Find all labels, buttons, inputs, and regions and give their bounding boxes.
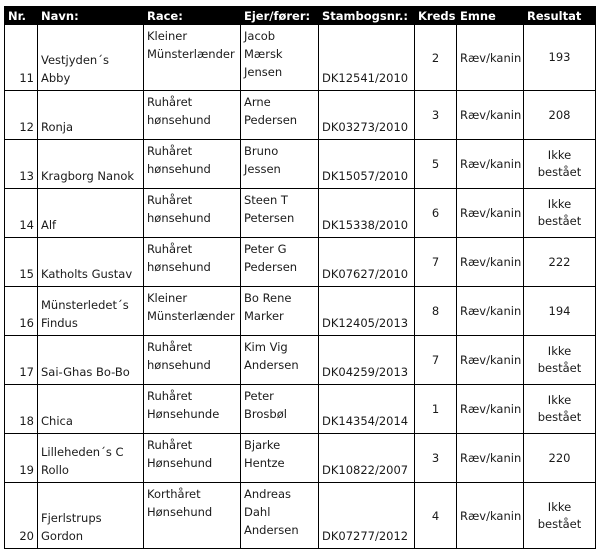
cell-race-line: Kleiner: [147, 29, 188, 43]
cell-race-line: Hønsehunde: [147, 407, 220, 421]
cell-ejer-line: Kim Vig: [244, 340, 288, 354]
table-row: [5, 385, 596, 434]
cell-navn: [38, 483, 144, 549]
cell-resultat-line: bestået: [537, 165, 582, 179]
cell-ejer-line: Bjarke: [244, 438, 281, 452]
header-race: Race:: [144, 7, 241, 25]
cell-emne: Ræv/kanin: [457, 189, 524, 238]
cell-emne: Ræv/kanin: [457, 385, 524, 434]
cell-navn-line: Alf: [41, 218, 57, 232]
cell-ejer: [241, 189, 319, 238]
cell-resultat: [524, 483, 596, 549]
header-emne: Emne: [457, 7, 524, 25]
cell-ejer-line: Jessen: [244, 162, 281, 176]
cell-ejer-line: Brosbøl: [244, 407, 287, 421]
cell-navn-line: Abby: [41, 71, 71, 85]
cell-stambog: DK15338/2010: [319, 189, 415, 238]
cell-race: [144, 189, 241, 238]
cell-race: [144, 91, 241, 140]
cell-navn: [38, 140, 144, 189]
table-row: [5, 336, 596, 385]
cell-ejer-line: Andersen: [244, 358, 299, 372]
header-nr: Nr.: [5, 7, 38, 25]
cell-ejer: [241, 385, 319, 434]
cell-navn-line: Lilleheden´s C: [41, 445, 124, 459]
cell-resultat: [524, 140, 596, 189]
cell-stambog: DK03273/2010: [319, 91, 415, 140]
cell-race-line: Korthåret: [147, 487, 201, 501]
cell-resultat-line: bestået: [537, 410, 582, 424]
cell-kreds: 5: [415, 140, 457, 189]
cell-race-line: Ruhåret: [147, 144, 193, 158]
cell-navn: [38, 385, 144, 434]
cell-stambog: DK07277/2012: [319, 483, 415, 549]
cell-kreds: 7: [415, 336, 457, 385]
cell-ejer-line: Jensen: [244, 65, 283, 79]
table-row: [5, 483, 596, 549]
cell-resultat-line: Ikke: [547, 148, 572, 162]
header-navn: Navn:: [38, 7, 144, 25]
cell-resultat-line: bestået: [537, 214, 582, 228]
table-row: [5, 434, 596, 483]
cell-resultat-line: Ikke: [547, 344, 572, 358]
cell-ejer: [241, 238, 319, 287]
cell-navn-line: Vestjyden´s: [41, 53, 109, 67]
cell-resultat: [524, 385, 596, 434]
cell-ejer-line: Dahl: [244, 505, 271, 519]
cell-resultat: [524, 91, 596, 140]
cell-resultat: [524, 336, 596, 385]
cell-resultat: [524, 434, 596, 483]
cell-resultat: [524, 189, 596, 238]
cell-ejer-line: Andreas: [244, 487, 292, 501]
cell-race-line: hønsehund: [147, 162, 211, 176]
header-stambog: Stambogsnr.:: [319, 7, 415, 25]
cell-race: [144, 25, 241, 91]
cell-race-line: Ruhåret: [147, 438, 193, 452]
cell-kreds: 3: [415, 91, 457, 140]
cell-nr: 19: [5, 434, 38, 483]
cell-race: [144, 238, 241, 287]
table-row: [5, 140, 596, 189]
cell-emne: Ræv/kanin: [457, 238, 524, 287]
cell-resultat-line: 222: [548, 254, 571, 269]
header-ejer: Ejer/fører:: [241, 7, 319, 25]
cell-race-line: Münsterlænder: [147, 47, 235, 61]
cell-kreds: 7: [415, 238, 457, 287]
cell-race-line: hønsehund: [147, 113, 211, 127]
cell-emne: Ræv/kanin: [457, 91, 524, 140]
table-row: [5, 287, 596, 336]
cell-nr: 11: [5, 25, 38, 91]
cell-kreds: 3: [415, 434, 457, 483]
cell-emne: Ræv/kanin: [457, 287, 524, 336]
cell-resultat-line: Ikke: [547, 197, 572, 211]
cell-nr: 14: [5, 189, 38, 238]
cell-resultat: [524, 287, 596, 336]
cell-nr: 20: [5, 483, 38, 549]
header-resultat: Resultat: [524, 7, 596, 25]
cell-emne: Ræv/kanin: [457, 336, 524, 385]
cell-navn-line: Katholts Gustav: [41, 267, 133, 281]
cell-emne: Ræv/kanin: [457, 140, 524, 189]
cell-kreds: 2: [415, 25, 457, 91]
cell-race-line: Kleiner: [147, 291, 188, 305]
cell-ejer: [241, 483, 319, 549]
cell-ejer-line: Andersen: [244, 523, 299, 537]
cell-ejer: [241, 91, 319, 140]
cell-race-line: Ruhåret: [147, 95, 193, 109]
cell-kreds: 1: [415, 385, 457, 434]
cell-emne: Ræv/kanin: [457, 434, 524, 483]
cell-nr: 16: [5, 287, 38, 336]
cell-race-line: Ruhåret: [147, 242, 193, 256]
cell-race-line: hønsehund: [147, 260, 211, 274]
results-table: [4, 6, 596, 549]
cell-race: [144, 140, 241, 189]
cell-stambog: DK12405/2013: [319, 287, 415, 336]
cell-navn-line: Kragborg Nanok: [41, 169, 135, 183]
cell-nr: 17: [5, 336, 38, 385]
cell-ejer-line: Pedersen: [244, 113, 298, 127]
cell-navn-line: Findus: [41, 316, 78, 330]
cell-race-line: Ruhåret: [147, 340, 193, 354]
cell-race-line: Ruhåret: [147, 389, 193, 403]
cell-nr: 12: [5, 91, 38, 140]
cell-ejer-line: Arne: [244, 95, 271, 109]
cell-ejer: [241, 336, 319, 385]
cell-ejer: [241, 25, 319, 91]
cell-kreds: 8: [415, 287, 457, 336]
cell-resultat-line: Ikke: [547, 393, 572, 407]
cell-ejer: [241, 287, 319, 336]
cell-emne: Ræv/kanin: [457, 483, 524, 549]
cell-stambog: DK15057/2010: [319, 140, 415, 189]
cell-resultat-line: 193: [548, 50, 571, 64]
cell-nr: 18: [5, 385, 38, 434]
cell-race-line: Ruhåret: [147, 193, 193, 207]
cell-stambog: DK07627/2010: [319, 238, 415, 287]
cell-navn: [38, 25, 144, 91]
cell-navn-line: Rollo: [41, 463, 69, 477]
table-row: [5, 25, 596, 91]
header-row: [5, 7, 596, 25]
cell-resultat-line: 208: [548, 107, 571, 122]
cell-nr: 15: [5, 238, 38, 287]
cell-stambog: DK12541/2010: [319, 25, 415, 91]
table-row: [5, 238, 596, 287]
cell-race-line: hønsehund: [147, 358, 211, 372]
cell-race: [144, 385, 241, 434]
cell-ejer-line: Petersen: [244, 211, 295, 225]
cell-race-line: Hønsehund: [147, 505, 213, 519]
cell-nr: 13: [5, 140, 38, 189]
cell-ejer: [241, 434, 319, 483]
cell-resultat-line: 194: [548, 303, 571, 318]
cell-emne: Ræv/kanin: [457, 25, 524, 91]
cell-ejer-line: Hentze: [244, 456, 285, 470]
cell-ejer: [241, 140, 319, 189]
cell-kreds: 4: [415, 483, 457, 549]
cell-resultat-line: Ikke: [547, 499, 572, 514]
cell-navn: [38, 91, 144, 140]
cell-navn-line: Gordon: [41, 529, 84, 543]
cell-stambog: DK14354/2014: [319, 385, 415, 434]
cell-navn-line: Sai-Ghas Bo-Bo: [41, 365, 130, 379]
cell-ejer-line: Bo Rene: [244, 291, 292, 305]
cell-race: [144, 483, 241, 549]
cell-ejer-line: Mærsk: [244, 47, 283, 61]
cell-navn: [38, 189, 144, 238]
cell-ejer-line: Peter G: [244, 242, 287, 256]
cell-race-line: hønsehund: [147, 211, 211, 225]
cell-race: [144, 434, 241, 483]
cell-ejer-line: Bruno: [244, 144, 279, 158]
cell-resultat: [524, 25, 596, 91]
cell-navn: [38, 336, 144, 385]
cell-navn: [38, 434, 144, 483]
table-row: [5, 91, 596, 140]
cell-stambog: DK10822/2007: [319, 434, 415, 483]
cell-ejer-line: Pedersen: [244, 260, 298, 274]
table-row: [5, 189, 596, 238]
cell-ejer-line: Steen T: [244, 193, 288, 207]
cell-ejer-line: Marker: [244, 309, 284, 323]
cell-navn-line: Fjerlstrups: [41, 511, 102, 525]
cell-resultat-line: bestået: [537, 361, 582, 375]
cell-resultat-line: 220: [548, 450, 571, 465]
cell-navn-line: Ronja: [41, 120, 74, 134]
cell-resultat: [524, 238, 596, 287]
cell-ejer-line: Jacob: [244, 29, 276, 43]
cell-navn: [38, 287, 144, 336]
cell-race-line: Hønsehund: [147, 456, 213, 470]
cell-navn: [38, 238, 144, 287]
cell-resultat-line: bestået: [537, 516, 582, 531]
cell-kreds: 6: [415, 189, 457, 238]
cell-navn-line: Münsterledet´s: [41, 298, 129, 312]
table-body: [5, 25, 596, 549]
cell-race: [144, 287, 241, 336]
cell-stambog: DK04259/2013: [319, 336, 415, 385]
cell-ejer-line: Peter: [244, 389, 274, 403]
cell-navn-line: Chica: [41, 414, 73, 428]
cell-race: [144, 336, 241, 385]
header-kreds: Kreds: [415, 7, 457, 25]
cell-race-line: Münsterlænder: [147, 309, 235, 323]
